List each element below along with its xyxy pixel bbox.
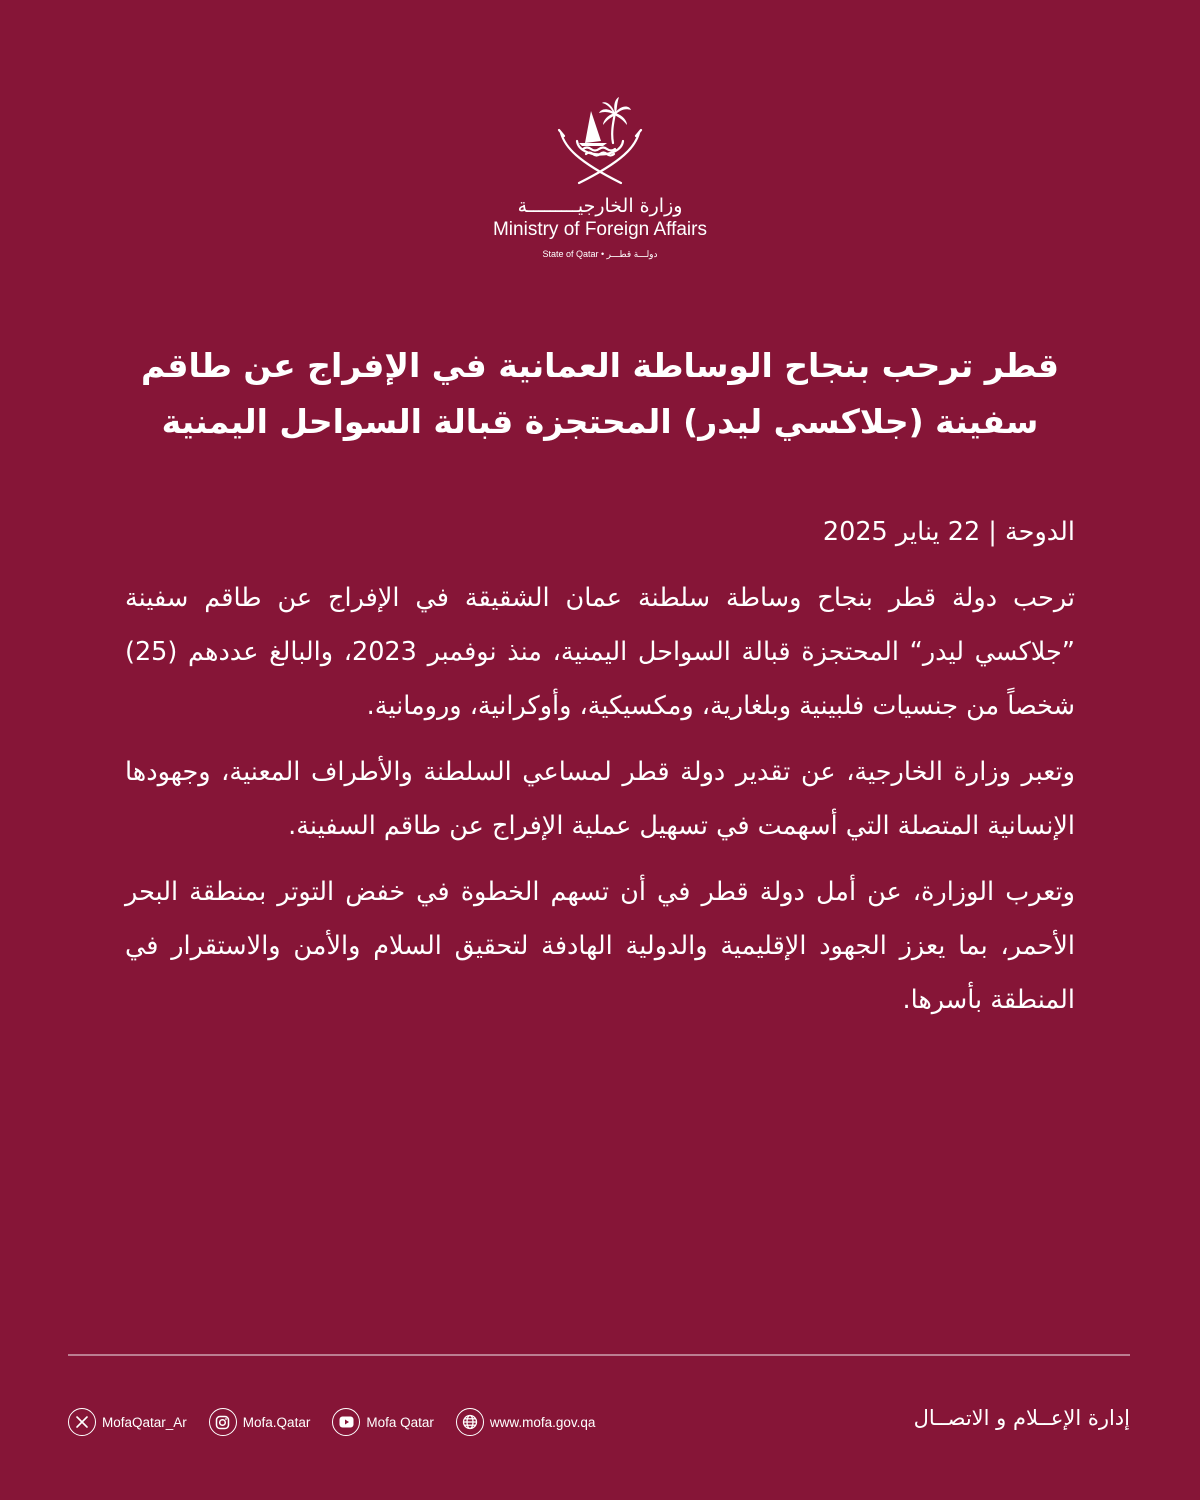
- paragraph-2: وتعبر وزارة الخارجية، عن تقدير دولة قطر لمساعي السلطنة والأطراف المعنية، وجهودها الإنسانية المتصلة التي أسهمت في تسهيل عملية الإفراج عن طاقم السفينة.: [125, 757, 1075, 841]
- paragraph-1: ترحب دولة قطر بنجاح وساطة سلطنة عمان الشقيقة في الإفراج عن طاقم سفينة ”جلاكسي ليدر“ المحتجزة قبالة السواحل اليمنية، منذ نوفمبر 2023، والبالغ عددهم (25) شخصاً من جنسيات فلبينية وبلغارية، ومكسيكية، وأوكرانية، ورومانية.: [125, 583, 1075, 721]
- page-title: [110, 338, 1090, 450]
- social-link-youtube[interactable]: [332, 1408, 434, 1436]
- article-body: [125, 505, 1075, 1039]
- social-links: [68, 1408, 617, 1436]
- paragraph-3: وتعرب الوزارة، عن أمل دولة قطر في أن تسهم الخطوة في خفض التوتر بمنطقة البحر الأحمر، بما يعزز الجهود الإقليمية والدولية الهادفة لتحقيق السلام والأمن والاستقرار في المنطقة بأسرها.: [125, 877, 1075, 1015]
- ministry-name-arabic: وزارة الخارجيـــــــــة: [517, 195, 683, 217]
- social-link-website[interactable]: [456, 1408, 596, 1436]
- qatar-emblem-icon: [555, 95, 645, 187]
- social-label-website: www.mofa.gov.qa: [489, 1414, 596, 1430]
- ministry-name-english: Ministry of Foreign Affairs: [492, 219, 707, 240]
- instagram-icon: [209, 1408, 237, 1436]
- footer-divider: [68, 1354, 1130, 1356]
- youtube-icon: [332, 1408, 360, 1436]
- title-line-1: قطر ترحب بنجاح الوساطة العمانية في الإفراج عن طاقم: [140, 346, 1059, 385]
- ministry-logo: [0, 95, 1200, 260]
- state-name: State of Qatar • دولـــة قطـــر: [542, 249, 658, 259]
- social-label-x: MofaQatar_Ar: [102, 1414, 187, 1430]
- social-label-instagram: Mofa.Qatar: [242, 1414, 311, 1430]
- title-line-2: سفينة (جلاكسي ليدر) المحتجزة قبالة السواحل اليمنية: [161, 402, 1039, 441]
- footer: [68, 1402, 1130, 1446]
- social-label-youtube: Mofa Qatar: [366, 1414, 434, 1430]
- dateline: الدوحة | 22 يناير 2025: [822, 517, 1075, 547]
- social-link-x[interactable]: [68, 1408, 187, 1436]
- globe-icon: [456, 1408, 484, 1436]
- x-icon: [68, 1408, 96, 1436]
- social-link-instagram[interactable]: [209, 1408, 311, 1436]
- department-name: إدارة الإعــلام و الاتصــال: [913, 1406, 1130, 1430]
